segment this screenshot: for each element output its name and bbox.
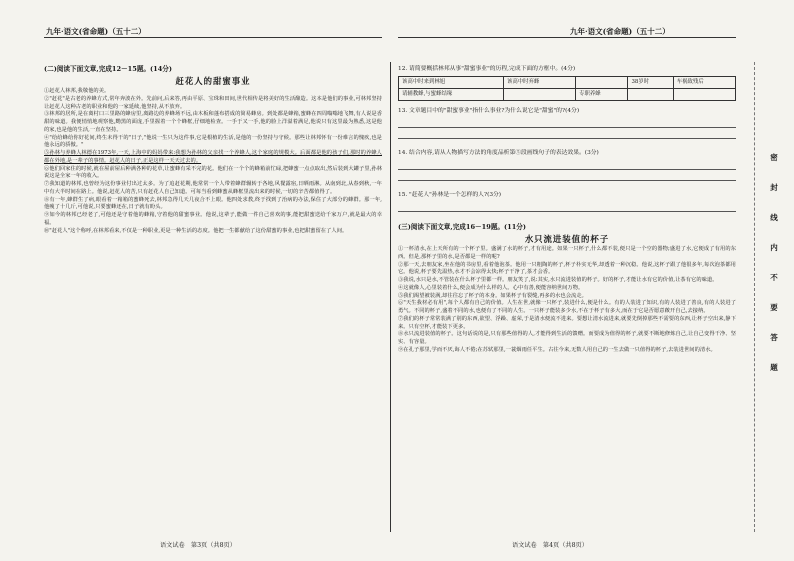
paragraph-r6: ⑥"天生我材必有用",每个人都有自己的价值。人生在世,就像一只杯子,装进什么,便是什么。有的人装进了知识,有的人装进了善良,有的人装进了勇气。不同的杯子,盛着不同的水,也便有了不同的人生。一只杯子能装多少水,不在于杯子有多大,而在于它是否愿意敞开自己,去接纳。 (398, 300, 736, 314)
header-rule-right (398, 37, 736, 38)
paragraph-r5: ⑤我们渴望被装满,却往往忘了杯子的本身。如果杯子有裂缝,再多的水也会流走。 (398, 292, 587, 299)
article-title-1: 赶花人的甜蜜事业 (175, 76, 251, 86)
chart-cell-6: 请辅教蜂,与蜜蜂结缘 (399, 89, 504, 101)
header-rule-left (44, 37, 382, 38)
paragraph-r2: ②那一天,去朋友家,坐在他的书房里,看着他泡茶。他用一只粗陶的杯子,杯子朴实无华,却透着一种沉稳。他说,这杯子跟了他很多年,每次泡茶都用它。他说,杯子要先温热,水才不会凉得太快;杯子干净了,茶才会香。 (398, 261, 736, 276)
chart-blank-4[interactable] (673, 89, 735, 101)
paragraph-8: ⑧有一年,蜂群生了病,眼看着一箱箱的蜜蜂死去,林邦急得几天几夜合不上眼。他四处求教,终于找到了治病的办法,保住了大部分的蜂群。那一年,他瘦了十几斤,可他说,只要蜜蜂还在,日子就有盼头。 (44, 196, 382, 211)
page-header-left: 九年·语文(省命题)（五十二） (46, 27, 146, 36)
paragraph-r8: ⑧水只流进装值的杯子。这句话说的是,只有那些值得的人,才能得到生活的馈赠。而要成为值得的杯子,就要不断地修炼自己,让自己变得干净、坚实、有容量。 (398, 331, 736, 345)
page-footer-left: 语文试卷 第3页（共8页） (160, 542, 236, 549)
paragraph-r1: ①一杯清水,在上天所有的一个杯子里。盛满了水的杯子,才有用途。如果一只杯子,什么都不装,便只是一个空的器物;盛进了水,它便成了有用的东西。但是,那杯子里的水,是否都是一样的呢? (398, 246, 736, 260)
chart-cell-4: 38岁时 (628, 77, 673, 89)
page-header-right: 九年·语文(省命题)（五十二） (570, 27, 670, 36)
right-column (398, 64, 736, 534)
left-column (44, 64, 382, 534)
paragraph-r9: ⑨在孔子那里,学而不厌,诲人不倦;在苏轼那里,一蓑烟雨任平生。古往今来,无数人用自己的一生去做一只值得的杯子,去装进世间的清水。 (398, 346, 716, 353)
chart-blank-1[interactable] (576, 77, 628, 89)
question-13: 13. 文章题目中的"甜蜜事业"指什么事业?为什么说它是"甜蜜"的?(4分) (398, 108, 580, 114)
paragraph-2: ②"赶花"是古老的养蜂方式,常年奔波在外。先前问,后来答,再由平原、宝珠和田间,世代相传是将美好的生活酿造。这本是他们的事业,可林邦坚持让赶花人这种古老的职业和他的一家延续,他坚持,从不放弃。 (44, 95, 382, 110)
answer-line-15[interactable] (398, 211, 736, 212)
paragraph-r3: ③我说,水只是水,不管装在什么杯子里都一样。朋友笑了,说:其实,水只流进装值的杯子。好的杯子,才能让水有它的价值,让茶有它的味道。 (398, 277, 718, 283)
paragraph-r4: ④这就像人,心里装着什么,便会成为什么样的人。心中有善,便能容纳世间万物。 (398, 284, 584, 291)
paragraph-5: ⑤孙林与养蜂人林德在1973年,一天,上海中的妈妈带来:我想为孙林的父亲找一个养蜂人,这个家庭的规模大。后面都是他的孩子们,那时的养蜂人都在外地,是一辈子的事情。赶花人的日子,正是这样一天天过去的。 (44, 150, 382, 164)
binding-char-1: 密 (770, 153, 778, 162)
answer-line-14[interactable] (398, 169, 736, 170)
paragraph-7: ⑦我知道的林邦,也曾经为这份事业付出过太多。为了追赶花期,他常常一个人带着蜂群辗转于各地,风餐露宿,日晒雨淋。从南到北,从春到秋,一年中有大半时间在路上。他说,赶花人的苦,只有赶花人自己知道。可每当看到蜂蜜从蜂框里流出来的时候,一切的辛苦都值得了。 (44, 181, 382, 195)
article-title-2: 水只流进装值的杯子 (524, 234, 610, 244)
paragraph-4: ④"给给蜂给你好花间,终生未得干的"日子,"他说一生只为这件事,它是根植的生活,是他的一份坚持与守候。那些让林邦怀有一份难言的愧疚,也是他永远的骄傲。" (44, 134, 382, 149)
binding-char-7: 答 (770, 333, 778, 342)
chart-cell-2: 该高中时弃蜂 (503, 77, 575, 89)
chart-blank-3[interactable] (628, 89, 673, 101)
binding-char-8: 题 (770, 363, 778, 372)
section-heading-2: (二)阅读下面文章,完成12－15题。(14分) (44, 65, 173, 73)
paragraph-10: ⑩"赶花人"这个称呼,在林邦看来,不仅是一种职业,更是一种生活的态度。他把一生都献给了这份甜蜜的事业,也把甜蜜留在了人间。 (44, 227, 348, 234)
paragraph-1: ①赶花人林邦,我敬他的美。 (44, 88, 110, 94)
question-14: 14. 结合内容,请从人物描写方法的角度品析第⑤段画线句子的表达效果。(3分) (398, 150, 599, 156)
section-heading-3: (三)阅读下面文章,完成16－19题。(11分) (398, 223, 527, 231)
answer-line-13b[interactable] (398, 138, 736, 139)
answer-line-13[interactable] (398, 127, 736, 128)
binding-char-4: 内 (770, 243, 778, 252)
paragraph-6: ⑥他们回家住的时候,就在屋前屋后种满各种的花草,让蜜蜂有采不完的花。他们在一个个的蜂箱前忙碌,把蜂蜜一点点取出,然后装到大罐子里,孙林说这是全家一年的收入。 (44, 165, 382, 180)
binding-line (754, 62, 755, 532)
binding-char-6: 要 (770, 303, 778, 312)
column-divider (390, 62, 391, 532)
question-15: 15. "赶花人"孙林是一个怎样的人?(3分) (398, 192, 502, 198)
binding-char-2: 封 (770, 183, 778, 192)
process-chart (398, 76, 736, 101)
paragraph-3: ③林邦的居所,是在离村口三里路的蜂房里,离路边的养蜂场不远,由木板和蓬布搭成的简易蜂房。到处都是蜂箱,蜜蜂在四周嗡嗡地飞舞,有人说是香甜的味道。我便悄悄地观察他,黝黑的面庞,手里握着一个个蜂框,仔细地检查。一手于又一手,他的脸上洋溢着满足,他说只有这里最为熟悉,这是他的家,也是他的生活,一直在坚持。 (44, 111, 382, 133)
chart-cell-1: 该高中时来到林旭 (399, 77, 504, 89)
chart-blank-2[interactable] (503, 89, 575, 101)
question-12: 12. 请简要概括林邦从事"甜蜜事业"的历程,完成下面的方框中。(4分) (398, 66, 576, 72)
paragraph-r7: ⑦我们的杯子常常装满了别的东西,欲望、浮躁、虚荣,于是清水便流不进来。要想让清水流进来,就要先倒掉那些不需要的东西,让杯子空出来,静下来。只有空杯,才能装下更多。 (398, 315, 736, 330)
chart-cell-8: 专职养蜂 (576, 89, 628, 101)
binding-char-5: 不 (770, 273, 778, 282)
binding-char-3: 线 (770, 213, 778, 222)
paragraph-9: ⑨如今的林邦已经老了,可他还是守着他的蜂箱,守着他的甜蜜事业。他说,这辈子,能做一件自己喜欢的事,能把甜蜜送给千家万户,就是最大的幸福。 (44, 212, 382, 226)
answer-line-14b[interactable] (398, 180, 736, 181)
chart-cell-5: 车祸致残后 (673, 77, 735, 89)
page-footer-right: 语文试卷 第4页（共8页） (512, 542, 588, 549)
